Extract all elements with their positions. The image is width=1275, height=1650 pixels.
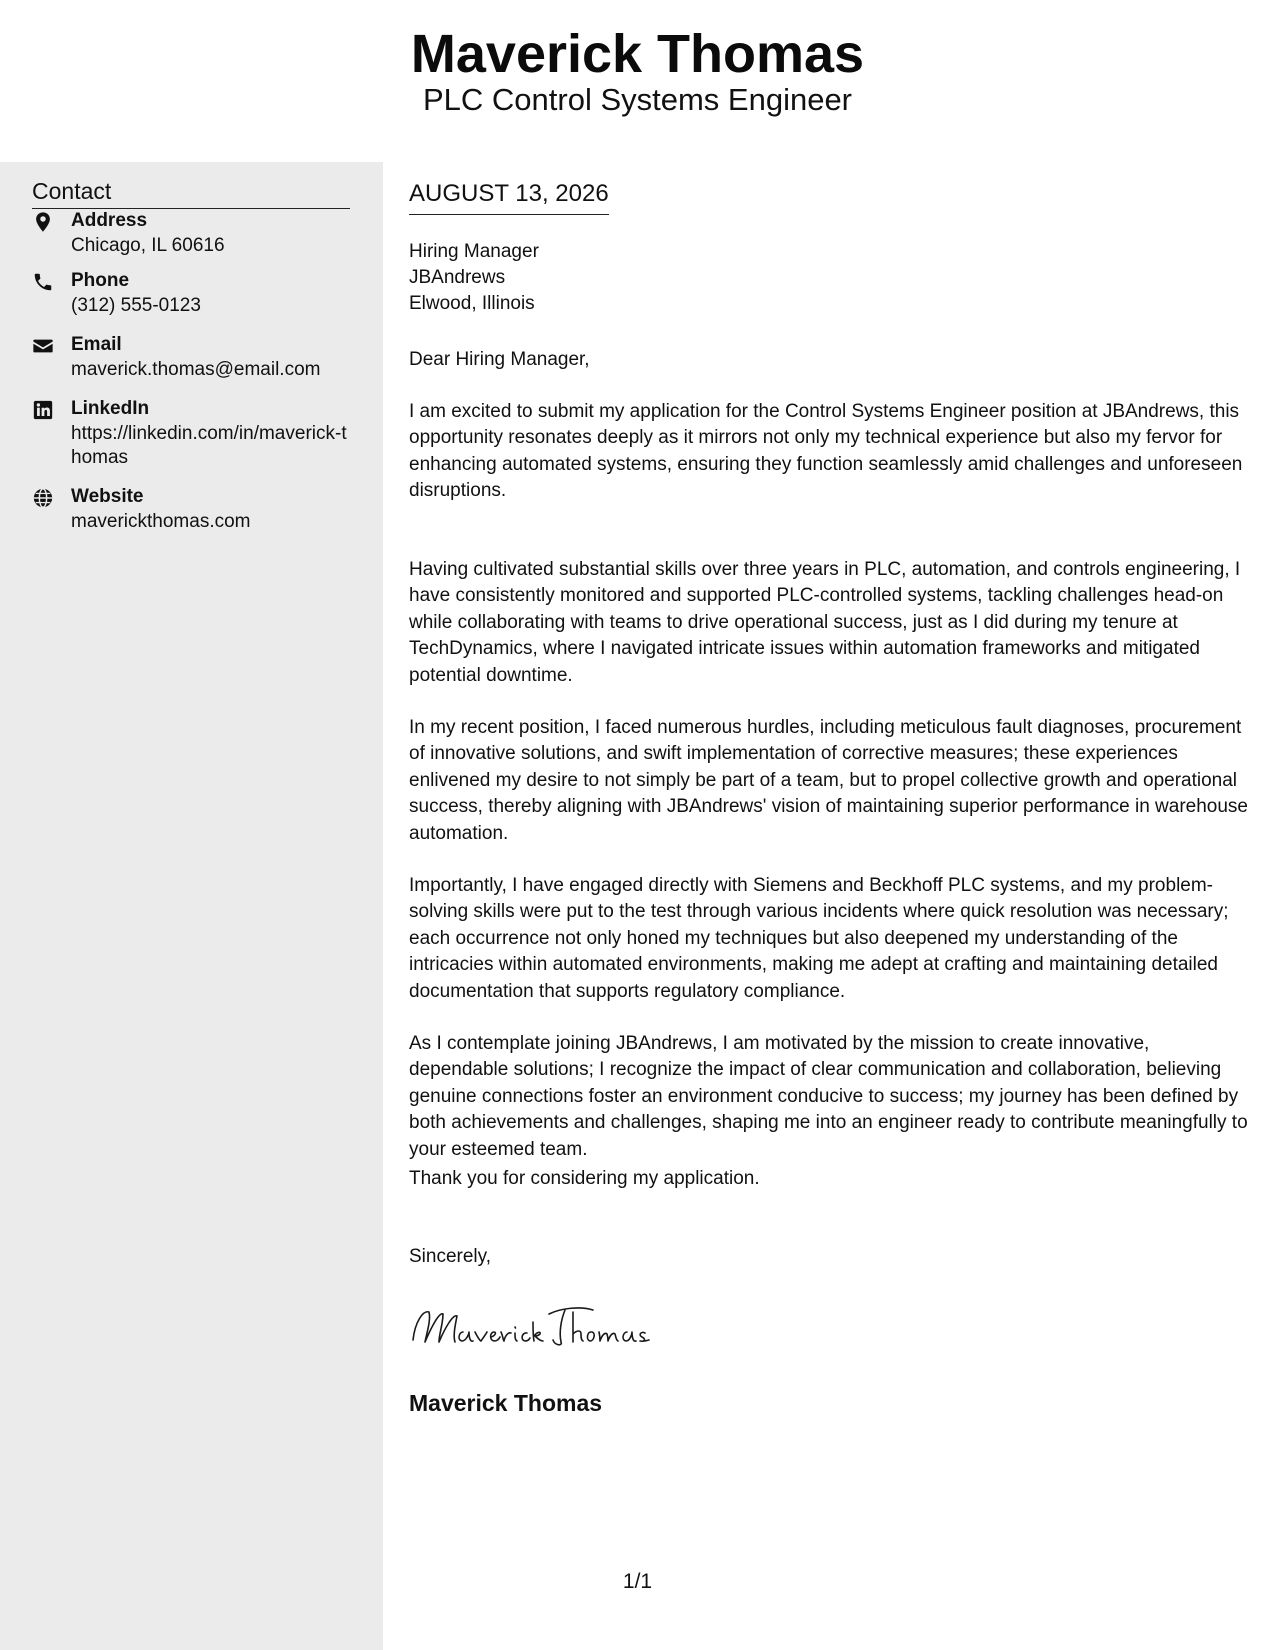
- paragraph: I am excited to submit my application for the Control Systems Engineer position at JBAndrews, this opportunity resonates deeply as it mirrors not only my technical experience but also my fervor for enhancing automated systems, ensuring they function seamlessly amid challenges and unforeseen disruptions.: [409, 401, 1243, 502]
- paragraph: Having cultivated substantial skills over three years in PLC, automation, and controls engineering, I have consistently monitored and supported PLC-controlled systems, tackling challenges head-on while collaborating with teams to drive operational success, just as I did during my tenure at TechDynamics, where I navigated intricate issues within automation frameworks and mitigated potential downtime.: [409, 559, 1241, 686]
- resume-header: [0, 0, 1275, 162]
- sign-off: Sincerely,: [409, 1246, 492, 1267]
- map-pin-icon: [32, 211, 54, 233]
- recipient-block: [409, 239, 539, 317]
- recipient-location: Elwood, Illinois: [409, 293, 535, 314]
- envelope-icon: [32, 335, 54, 357]
- applicant-name: Maverick Thomas: [410, 24, 865, 84]
- contact-label-phone: Phone: [71, 270, 130, 291]
- contact-label-email: Email: [71, 334, 122, 355]
- contact-label-address: Address: [71, 210, 148, 231]
- contact-sidebar: [0, 162, 383, 1650]
- paragraph: As I contemplate joining JBAndrews, I am motivated by the mission to create innovative, dependable solutions; I recognize the impact of clear communication and collaboration, believing genuine connections foster an environment conducive to success; my journey has been defined by both achievements and challenges, shaping me into an engineer ready to contribute meaningfully to your esteemed team.: [409, 1033, 1248, 1160]
- letter-date: AUGUST 13, 2026: [409, 178, 609, 215]
- applicant-title: PLC Control Systems Engineer: [422, 82, 853, 117]
- contact-value-phone: (312) 555-0123: [71, 295, 201, 316]
- paragraph: Importantly, I have engaged directly with Siemens and Beckhoff PLC systems, and my problem-solving skills were put to the test through various incidents where quick resolution was necessary; each occurrence not only honed my techniques but also deepened my understanding of the intricacies within automated environments, making me adept at crafting and maintaining detailed documentation that supports regulatory compliance.: [409, 875, 1229, 1002]
- closing-thanks: Thank you for considering my application.: [409, 1168, 760, 1189]
- contact-heading: Contact: [32, 176, 350, 209]
- recipient-company: JBAndrews: [409, 267, 506, 288]
- contact-value-website[interactable]: maverickthomas.com: [71, 511, 251, 532]
- paragraph: In my recent position, I faced numerous hurdles, including meticulous fault diagnoses, procurement of innovative solutions, and swift implementation of corrective measures; these experiences enlivened my desire to not simply be part of a team, but to propel collective growth and operational success, thereby aligning with JBAndrews' vision of maintaining superior performance in warehouse automation.: [409, 717, 1248, 844]
- contact-value-address: Chicago, IL 60616: [71, 235, 225, 256]
- contact-value-linkedin[interactable]: https://linkedin.com/in/maverick-thomas: [71, 423, 347, 468]
- contact-label-website: Website: [71, 486, 144, 507]
- contact-label-linkedin: LinkedIn: [71, 398, 150, 419]
- globe-icon: [32, 487, 54, 509]
- linkedin-icon: [32, 399, 54, 421]
- contact-value-email: maverick.thomas@email.com: [71, 359, 321, 380]
- signer-name: Maverick Thomas: [409, 1390, 603, 1416]
- handwritten-signature: [409, 1302, 679, 1352]
- phone-icon: [32, 271, 54, 293]
- greeting: Dear Hiring Manager,: [409, 349, 590, 370]
- recipient-name: Hiring Manager: [409, 241, 539, 262]
- page-number: 1/1: [622, 1570, 653, 1593]
